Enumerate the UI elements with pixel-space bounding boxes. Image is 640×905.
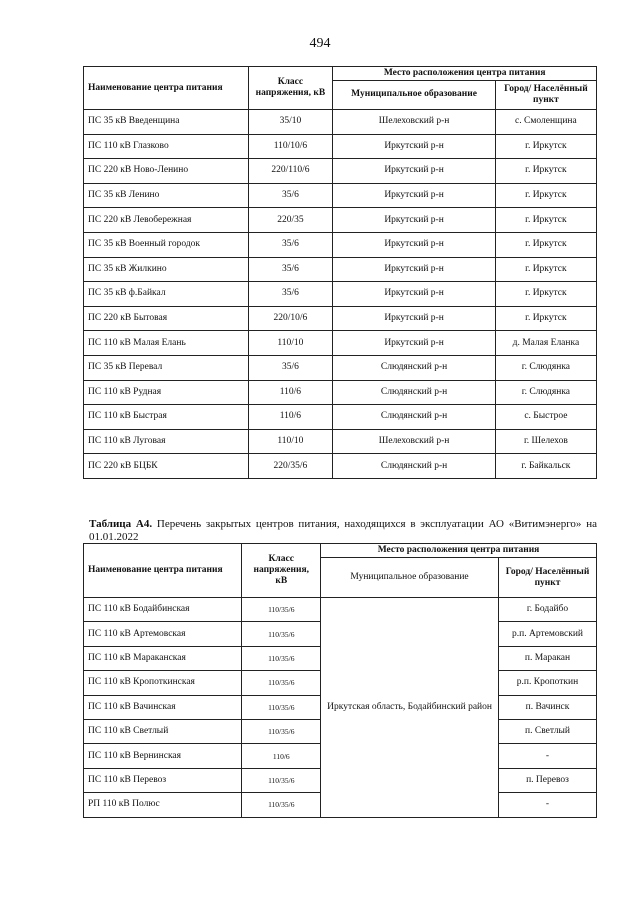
table-row xyxy=(84,232,597,257)
cell-city: п. Перевоз xyxy=(499,768,597,792)
substations-table-open xyxy=(83,66,597,479)
cell-city: г. Иркутск xyxy=(495,282,596,307)
cell-city: г. Бодайбо xyxy=(499,598,597,622)
cell-voltage: 110/35/6 xyxy=(242,695,321,719)
cell-city: г. Слюдянка xyxy=(495,380,596,405)
cell-city: г. Иркутск xyxy=(495,232,596,257)
table-caption xyxy=(89,518,597,544)
cell-city: р.п. Кропоткин xyxy=(499,671,597,695)
substations-table-closed xyxy=(83,543,597,818)
table-row xyxy=(84,331,597,356)
cell-city: г. Иркутск xyxy=(495,306,596,331)
cell-municipality: Слюдянский р-н xyxy=(333,405,495,430)
cell-name: РП 110 кВ Полюс xyxy=(84,793,242,817)
table-row xyxy=(84,110,597,135)
cell-voltage: 110/35/6 xyxy=(242,793,321,817)
caption-text: Перечень закрытых центров питания, находящихся в эксплуатации АО «Витимэнерго» на 01.01.2022 xyxy=(89,518,597,543)
cell-municipality: Иркутский р-н xyxy=(333,232,495,257)
cell-name: ПС 35 кВ Жилкино xyxy=(84,257,249,282)
header-municipality: Муниципальное образование xyxy=(321,558,499,598)
cell-name: ПС 220 кВ БЦБК xyxy=(84,454,249,479)
table-row xyxy=(84,183,597,208)
cell-name: ПС 110 кВ Рудная xyxy=(84,380,249,405)
cell-name: ПС 220 кВ Левобережная xyxy=(84,208,249,233)
cell-name: ПС 110 кВ Луговая xyxy=(84,429,249,454)
table-row xyxy=(84,257,597,282)
cell-municipality: Иркутский р-н xyxy=(333,134,495,159)
header-municipality: Муниципальное образование xyxy=(333,80,495,109)
cell-municipality: Иркутский р-н xyxy=(333,282,495,307)
cell-name: ПС 220 кВ Ново-Ленино xyxy=(84,159,249,184)
table-row xyxy=(84,598,597,622)
cell-city: г. Слюдянка xyxy=(495,355,596,380)
cell-voltage: 35/6 xyxy=(248,355,333,380)
cell-voltage: 35/10 xyxy=(248,110,333,135)
table-row xyxy=(84,355,597,380)
cell-name: ПС 110 кВ Быстрая xyxy=(84,405,249,430)
table-row xyxy=(84,454,597,479)
table-row xyxy=(84,405,597,430)
cell-municipality: Иркутский р-н xyxy=(333,331,495,356)
cell-voltage: 35/6 xyxy=(248,232,333,257)
cell-voltage: 110/35/6 xyxy=(242,598,321,622)
cell-city: г. Иркутск xyxy=(495,257,596,282)
cell-municipality: Иркутский р-н xyxy=(333,257,495,282)
table-row xyxy=(84,282,597,307)
cell-voltage: 220/35/6 xyxy=(248,454,333,479)
header-name: Наименование центра питания xyxy=(84,67,249,110)
cell-city: г. Иркутск xyxy=(495,208,596,233)
table-row xyxy=(84,429,597,454)
cell-voltage: 35/6 xyxy=(248,257,333,282)
cell-name: ПС 35 кВ ф.Байкал xyxy=(84,282,249,307)
cell-municipality: Иркутский р-н xyxy=(333,159,495,184)
cell-municipality-merged: Иркутская область, Бодайбинский район xyxy=(321,598,499,818)
cell-municipality: Иркутский р-н xyxy=(333,183,495,208)
cell-city: п. Светлый xyxy=(499,719,597,743)
table-row xyxy=(84,208,597,233)
cell-voltage: 110/6 xyxy=(248,380,333,405)
header-name: Наименование центра питания xyxy=(84,544,242,598)
cell-voltage: 35/6 xyxy=(248,183,333,208)
cell-city: р.п. Артемовский xyxy=(499,622,597,646)
cell-name: ПС 110 кВ Кропоткинская xyxy=(84,671,242,695)
cell-name: ПС 110 кВ Светлый xyxy=(84,719,242,743)
cell-voltage: 220/110/6 xyxy=(248,159,333,184)
cell-municipality: Шелеховский р-н xyxy=(333,110,495,135)
cell-city: г. Шелехов xyxy=(495,429,596,454)
cell-voltage: 110/35/6 xyxy=(242,646,321,670)
cell-city: г. Иркутск xyxy=(495,159,596,184)
cell-voltage: 110/6 xyxy=(242,744,321,768)
cell-municipality: Иркутский р-н xyxy=(333,208,495,233)
cell-city: п. Маракан xyxy=(499,646,597,670)
cell-name: ПС 110 кВ Вернинская xyxy=(84,744,242,768)
caption-label: Таблица А4. xyxy=(89,518,153,530)
header-location: Место расположения центра питания xyxy=(333,67,597,81)
cell-municipality: Шелеховский р-н xyxy=(333,429,495,454)
cell-voltage: 110/35/6 xyxy=(242,719,321,743)
cell-name: ПС 35 кВ Введенщина xyxy=(84,110,249,135)
cell-city: - xyxy=(499,793,597,817)
cell-name: ПС 110 кВ Глазково xyxy=(84,134,249,159)
cell-voltage: 110/35/6 xyxy=(242,768,321,792)
cell-voltage: 110/35/6 xyxy=(242,622,321,646)
cell-voltage: 110/35/6 xyxy=(242,671,321,695)
header-city: Город/ Населённый пункт xyxy=(499,558,597,598)
cell-name: ПС 110 кВ Артемовская xyxy=(84,622,242,646)
cell-voltage: 110/10 xyxy=(248,331,333,356)
header-voltage: Класс напряжения, кВ xyxy=(248,67,333,110)
cell-city: г. Байкальск xyxy=(495,454,596,479)
page-number: 494 xyxy=(309,36,331,51)
cell-name: ПС 110 кВ Мараканская xyxy=(84,646,242,670)
cell-name: ПС 110 кВ Перевоз xyxy=(84,768,242,792)
cell-voltage: 220/35 xyxy=(248,208,333,233)
cell-city: п. Вачинск xyxy=(499,695,597,719)
cell-name: ПС 110 кВ Бодайбинская xyxy=(84,598,242,622)
cell-city: г. Иркутск xyxy=(495,134,596,159)
cell-name: ПС 220 кВ Бытовая xyxy=(84,306,249,331)
cell-name: ПС 35 кВ Военный городок xyxy=(84,232,249,257)
cell-municipality: Слюдянский р-н xyxy=(333,355,495,380)
table-row xyxy=(84,134,597,159)
cell-city: с. Смоленщина xyxy=(495,110,596,135)
header-location: Место расположения центра питания xyxy=(321,544,597,558)
header-city: Город/ Населённый пункт xyxy=(495,80,596,109)
cell-voltage: 220/10/6 xyxy=(248,306,333,331)
cell-city: с. Быстрое xyxy=(495,405,596,430)
cell-municipality: Слюдянский р-н xyxy=(333,380,495,405)
cell-voltage: 110/10/6 xyxy=(248,134,333,159)
cell-voltage: 35/6 xyxy=(248,282,333,307)
cell-name: ПС 110 кВ Вачинская xyxy=(84,695,242,719)
cell-city: д. Малая Еланка xyxy=(495,331,596,356)
cell-city: - xyxy=(499,744,597,768)
cell-municipality: Слюдянский р-н xyxy=(333,454,495,479)
table-row xyxy=(84,380,597,405)
cell-name: ПС 35 кВ Перевал xyxy=(84,355,249,380)
cell-voltage: 110/6 xyxy=(248,405,333,430)
header-voltage: Класс напряжения, кВ xyxy=(242,544,321,598)
cell-name: ПС 35 кВ Ленино xyxy=(84,183,249,208)
cell-city: г. Иркутск xyxy=(495,183,596,208)
cell-municipality: Иркутский р-н xyxy=(333,306,495,331)
cell-voltage: 110/10 xyxy=(248,429,333,454)
table-row xyxy=(84,159,597,184)
cell-name: ПС 110 кВ Малая Елань xyxy=(84,331,249,356)
table-row xyxy=(84,306,597,331)
